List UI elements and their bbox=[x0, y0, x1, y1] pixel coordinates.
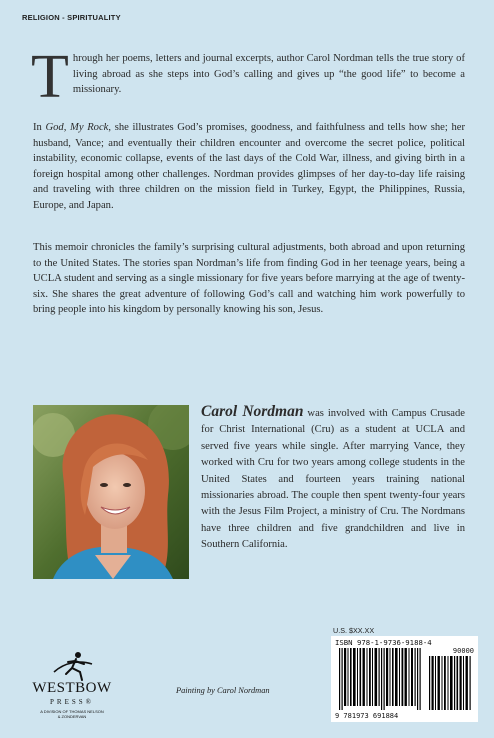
author-portrait-image bbox=[33, 405, 189, 579]
publisher-division-2: & ZONDERVAN bbox=[57, 714, 87, 719]
runner-icon bbox=[20, 650, 124, 682]
author-photo bbox=[33, 405, 189, 579]
publisher-division: A DIVISION OF THOMAS NELSON bbox=[40, 709, 104, 714]
book-title: God, My Rock bbox=[45, 122, 109, 133]
price-label: U.S. $XX.XX bbox=[333, 626, 375, 635]
intro-text: hrough her poems, letters and journal excerpts, author Carol Nordman tells the true story of living abroad as she steps into God’s calling and gives up “the good life” to become a missionary. bbox=[72, 53, 465, 95]
price-code: 90000 bbox=[452, 647, 474, 655]
synopsis-prefix: In bbox=[33, 122, 46, 133]
author-bio-text: was involved with Campus Crusade for Christ International (Cru) as a student at UCLA and served five years while single. After marrying Vance, they worked with Cru for two years among college students in the United States and fourteen years training national missionaries abroad. The couple then spent twenty-four years with the Jesus Film Project, a ministry of Cru. The Nordmans have three children and five grandchildren and live in Southern California. bbox=[201, 408, 465, 551]
author-name: Carol Nordman bbox=[201, 403, 304, 420]
painting-credit: Painting by Carol Nordman bbox=[176, 686, 270, 695]
intro-paragraph bbox=[31, 43, 465, 111]
barcode-digits: 9 781973 691884 bbox=[335, 712, 399, 720]
synopsis-text: , she illustrates God’s promises, goodness, and faithfulness and tells how she; her husband, Vance; and eventually their children encounter and overcome the secret police, political instability, economic collapse, events of the last days of the Cold War, illness, and giving birth in a foreign hospital among other challenges. Nordman provides glimpses of her day-to-day life raising and traveling with three children on the mission field in Turkey, Egypt, the Philippines, Russia, Europe, and Japan. bbox=[33, 122, 465, 211]
memoir-paragraph: This memoir chronicles the family’s surprising cultural adjustments, both abroad and upon returning to the United States. The stories span Nordman’s life from finding God in her teenage years, being a UCLA student and serving as a single missionary for five years before marrying at the age of twenty-six. She shares the great adventure of following God’s call and watching him work powerfully to bring people into his kingdom by personally knowing his son, Jesus. bbox=[33, 242, 465, 315]
genre-label: RELIGION - SPIRITUALITY bbox=[22, 13, 121, 22]
synopsis-paragraph bbox=[33, 120, 465, 213]
publisher-logo bbox=[20, 650, 124, 735]
barcode bbox=[331, 636, 478, 722]
drop-cap: T bbox=[31, 43, 69, 111]
author-bio bbox=[201, 404, 465, 554]
publisher-press: PRESS® bbox=[50, 698, 94, 706]
publisher-name: WESTBOW bbox=[32, 680, 112, 696]
isbn: ISBN 978-1-9736-9188-4 bbox=[335, 638, 432, 647]
